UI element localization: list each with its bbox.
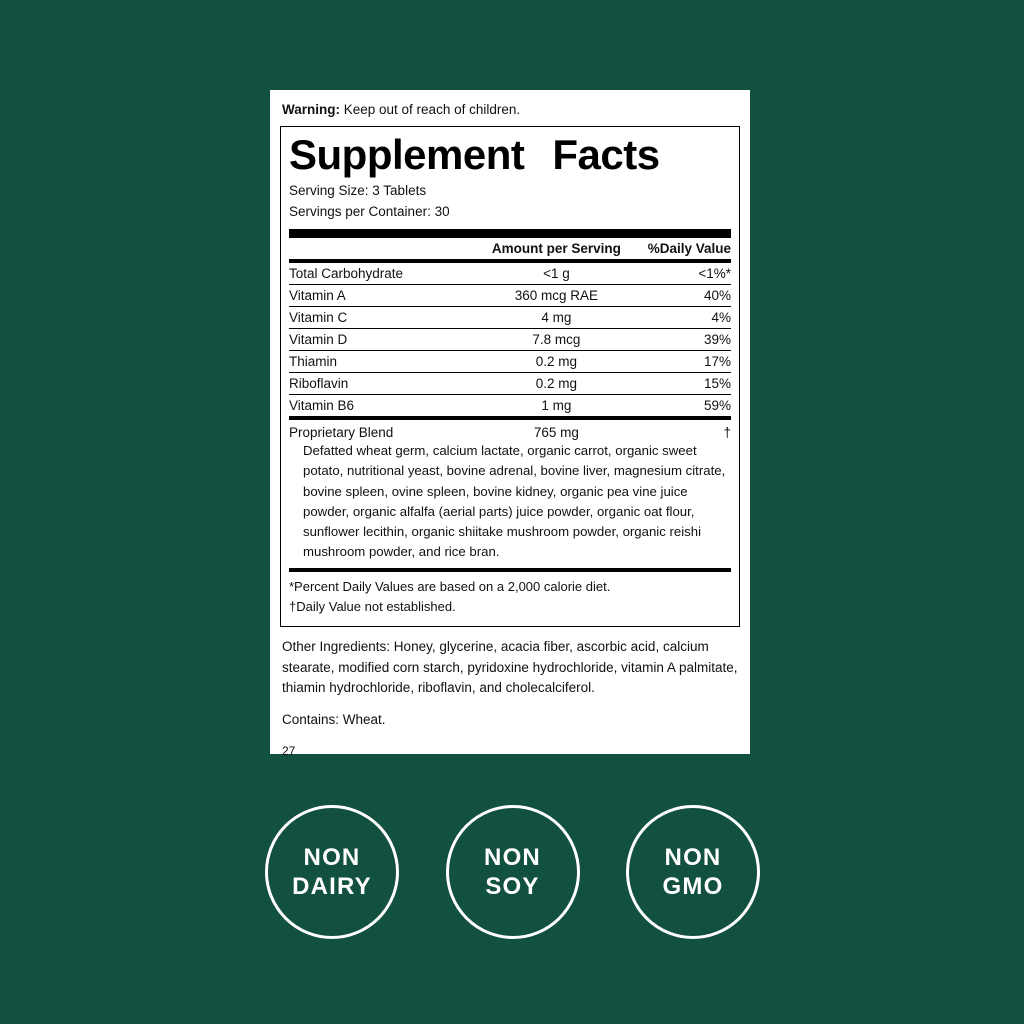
nutrient-amount: <1 g: [483, 263, 629, 285]
blend-amount: 765 mg: [533, 425, 579, 441]
nutrient-dv: 39%: [629, 329, 731, 351]
nutrient-amount: 0.2 mg: [483, 373, 629, 395]
nutrient-dv: 15%: [629, 373, 731, 395]
column-header-daily-value: %Daily Value: [647, 241, 731, 257]
supplement-label-panel: [270, 90, 750, 759]
nutrient-name: Riboflavin: [289, 373, 483, 395]
badge-line-2: DAIRY: [292, 873, 372, 900]
supplement-facts-title: [289, 133, 731, 177]
footnotes: [289, 572, 731, 620]
blend-name: Proprietary Blend: [289, 425, 394, 441]
certification-badges: [265, 805, 760, 939]
footnote-daily-values: *Percent Daily Values are based on a 2,000 calorie diet.: [289, 579, 611, 595]
nutrient-name: Vitamin B6: [289, 398, 355, 414]
badge-line-1: NON: [484, 843, 541, 871]
table-row: [289, 395, 731, 417]
non-dairy-badge: [265, 805, 399, 939]
footnote-dv-not-established: †Daily Value not established.: [289, 598, 456, 614]
warning-text: Keep out of reach of children.: [340, 102, 521, 117]
blend-dv: †: [723, 425, 731, 441]
blend-ingredients: Defatted wheat germ, calcium lactate, organic carrot, organic sweet potato, nutritional yeast, bovine adrenal, bovine liver, magnesium citrate, bovine spleen, ovine spleen, bovine kidney, organic pea vine juice powder, organic alfalfa (aerial parts) juice powder, organic oat flour, sunflower lecithin, organic shiitake mushroom powder, organic reishi mushroom powder, and rice bran.: [303, 443, 726, 560]
nutrient-amount: 0.2 mg: [483, 351, 629, 373]
badge-line-2: GMO: [662, 873, 724, 900]
table-row: [289, 373, 731, 395]
nutrient-amount: 360 mcg RAE: [483, 285, 629, 307]
nutrient-amount: 4 mg: [483, 307, 629, 329]
nutrient-name: Vitamin A: [289, 285, 483, 307]
servings-per-container: Servings per Container: 30: [289, 204, 450, 220]
column-header-name: [289, 238, 483, 259]
page-number: 27: [282, 744, 296, 759]
table-row: [289, 329, 731, 351]
nutrient-amount: 7.8 mcg: [483, 329, 629, 351]
nutrient-dv: 17%: [629, 351, 731, 373]
nutrition-header-row: [289, 238, 731, 259]
other-ingredients: Other Ingredients: Honey, glycerine, acacia fiber, ascorbic acid, calcium stearate, modified corn starch, pyridoxine hydrochloride, vitamin A palmitate, thiamin hydrochloride, riboflavin, and cholecalciferol.: [282, 639, 738, 695]
nutrient-name: Vitamin D: [289, 329, 483, 351]
nutrient-dv: <1%*: [629, 263, 731, 285]
nutrient-dv: 59%: [703, 398, 731, 414]
nutrition-table: [289, 238, 731, 259]
badge-line-2: SOY: [485, 873, 540, 900]
nutrient-name: Vitamin C: [289, 307, 483, 329]
warning-line: [280, 102, 740, 126]
table-row: [289, 285, 731, 307]
supplement-facts-box: [280, 126, 740, 627]
nutrient-rows-table: [289, 263, 731, 416]
table-row: [289, 263, 731, 285]
table-row: [289, 351, 731, 373]
non-gmo-badge: [626, 805, 760, 939]
badge-line-1: NON: [303, 843, 361, 871]
title-word-facts: Facts: [552, 131, 660, 179]
badge-line-1: NON: [664, 843, 722, 871]
table-row: [289, 307, 731, 329]
nutrient-amount: 1 mg: [541, 398, 572, 414]
title-word-supplement: Supplement: [289, 131, 525, 179]
nutrient-dv: 4%: [629, 307, 731, 329]
divider-thick-top: [289, 229, 731, 238]
contains-statement: Contains: Wheat.: [282, 712, 386, 727]
nutrient-name: Thiamin: [289, 351, 483, 373]
column-header-amount: Amount per Serving: [491, 241, 621, 257]
serving-size: Serving Size: 3 Tablets: [289, 183, 427, 199]
nutrient-dv: 40%: [629, 285, 731, 307]
warning-prefix: Warning:: [282, 102, 340, 117]
proprietary-blend-row: [289, 420, 731, 441]
nutrient-name: Total Carbohydrate: [289, 263, 483, 285]
non-soy-badge: [446, 805, 580, 939]
